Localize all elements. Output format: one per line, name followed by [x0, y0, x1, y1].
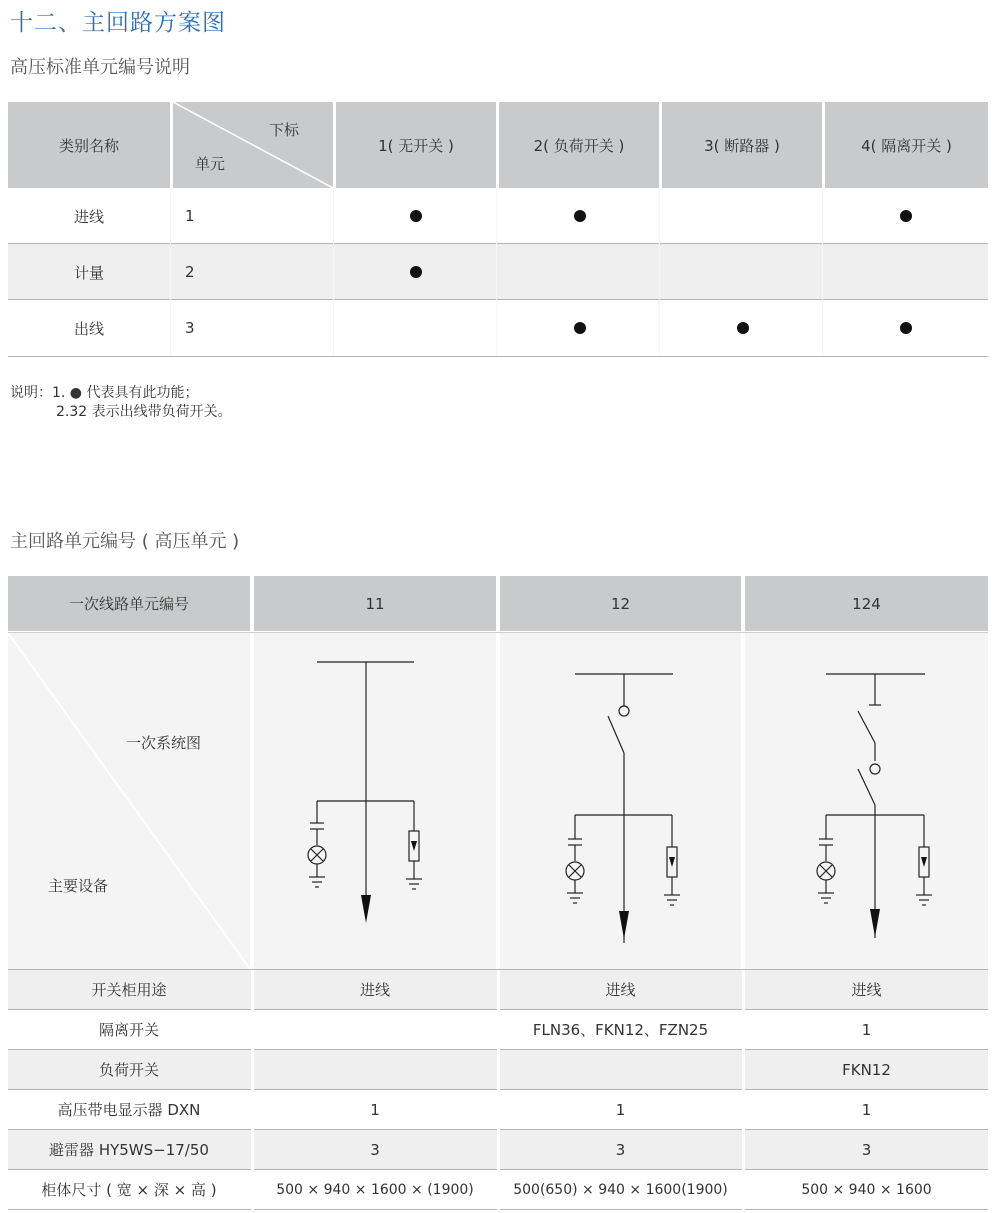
page-title: 十二、主回路方案图: [10, 10, 226, 36]
header-col-1: 1( 无开关 ): [336, 102, 496, 188]
row-unit-2: 2: [185, 263, 195, 281]
function-dot: [900, 210, 912, 222]
header-col-4: 4( 隔离开关 ): [825, 102, 988, 188]
row-label-arrester: 避雷器 HY5WS−17/50: [49, 1141, 209, 1159]
cell-indicator-12: 1: [615, 1100, 626, 1119]
label-diagonal: [8, 633, 250, 969]
header-unit-12: 12: [500, 576, 741, 631]
corner-label-unit: 单元: [195, 155, 226, 173]
cell-usage-124: 进线: [851, 981, 882, 999]
function-dot: [410, 210, 422, 222]
row-label-usage: 开关柜用途: [91, 981, 167, 999]
corner-diagonal: [173, 102, 333, 188]
cell-dimensions-12: 500(650) × 940 × 1600(1900): [513, 1181, 728, 1198]
header-unit-11: 11: [254, 576, 496, 631]
cell-arrester-124: 3: [861, 1140, 872, 1159]
function-dot: [900, 322, 912, 334]
cell-usage-11: 进线: [359, 981, 390, 999]
diagram-label-cell: [8, 633, 250, 969]
note-line-1: 说明：1. ● 代表具有此功能；: [10, 385, 199, 401]
row-divider: [8, 356, 988, 357]
row-label-indicator: 高压带电显示器 DXN: [57, 1101, 201, 1119]
cell-usage-12: 进线: [605, 981, 636, 999]
section-title-unit-numbering: 高压标准单元编号说明: [10, 57, 190, 78]
single-line-diagram-11: [254, 633, 496, 969]
row-name-metering: 计量: [73, 263, 104, 282]
function-dot: [574, 322, 586, 334]
notes: [10, 384, 232, 422]
cell-isolator-124: 1: [861, 1020, 872, 1039]
cell-dimensions-11: 500 × 940 × 1600 × (1900): [276, 1181, 474, 1198]
cell-arrester-11: 3: [370, 1140, 380, 1159]
row-name-outgoing: 出线: [73, 319, 104, 338]
cell-indicator-124: 1: [861, 1100, 872, 1119]
header-col-3: 3( 断路器 ): [662, 102, 822, 188]
cell-load-switch-11: [254, 1050, 496, 1089]
function-dot: [574, 210, 586, 222]
note-line-2: 2.32 表示出线带负荷开关。: [56, 404, 232, 420]
header-col-2: 2( 负荷开关 ): [499, 102, 659, 188]
row-label-isolator: 隔离开关: [98, 1021, 159, 1039]
row-name-incoming: 进线: [73, 207, 104, 226]
cell-isolator-11: [254, 1010, 496, 1049]
cell-load-switch-12: [500, 1050, 741, 1089]
unit-numbering-table: [8, 102, 988, 358]
row-label-load-switch: 负荷开关: [98, 1061, 159, 1079]
section-title-main-circuit: 主回路单元编号 ( 高压单元 ): [10, 531, 240, 552]
cell-indicator-11: 1: [370, 1100, 380, 1119]
function-dot: [737, 322, 749, 334]
equipment-label: 主要设备: [48, 877, 109, 895]
corner-label-subscript: 下标: [268, 121, 299, 139]
cell-arrester-12: 3: [615, 1140, 626, 1159]
header-unit-124: 124: [745, 576, 988, 631]
main-circuit-table: [8, 576, 988, 1212]
header-corner-cell: [173, 102, 333, 188]
cell-load-switch-124: FKN12: [842, 1060, 891, 1079]
header-category-name: 类别名称: [8, 102, 170, 188]
row-unit-1: 1: [185, 207, 195, 225]
single-line-diagram-12: [500, 633, 741, 969]
header-line-unit-number: 一次线路单元编号: [8, 576, 250, 631]
diagram-label: 一次系统图: [126, 734, 202, 752]
cell-dimensions-124: 500 × 940 × 1600: [801, 1181, 932, 1198]
single-line-diagram-124: [745, 633, 988, 969]
function-dot: [410, 266, 422, 278]
row-label-dimensions: 柜体尺寸 ( 宽 × 深 × 高 ): [41, 1181, 217, 1199]
cell-isolator-12: FLN36、FKN12、FZN25: [532, 1021, 709, 1039]
row-unit-3: 3: [185, 319, 195, 337]
